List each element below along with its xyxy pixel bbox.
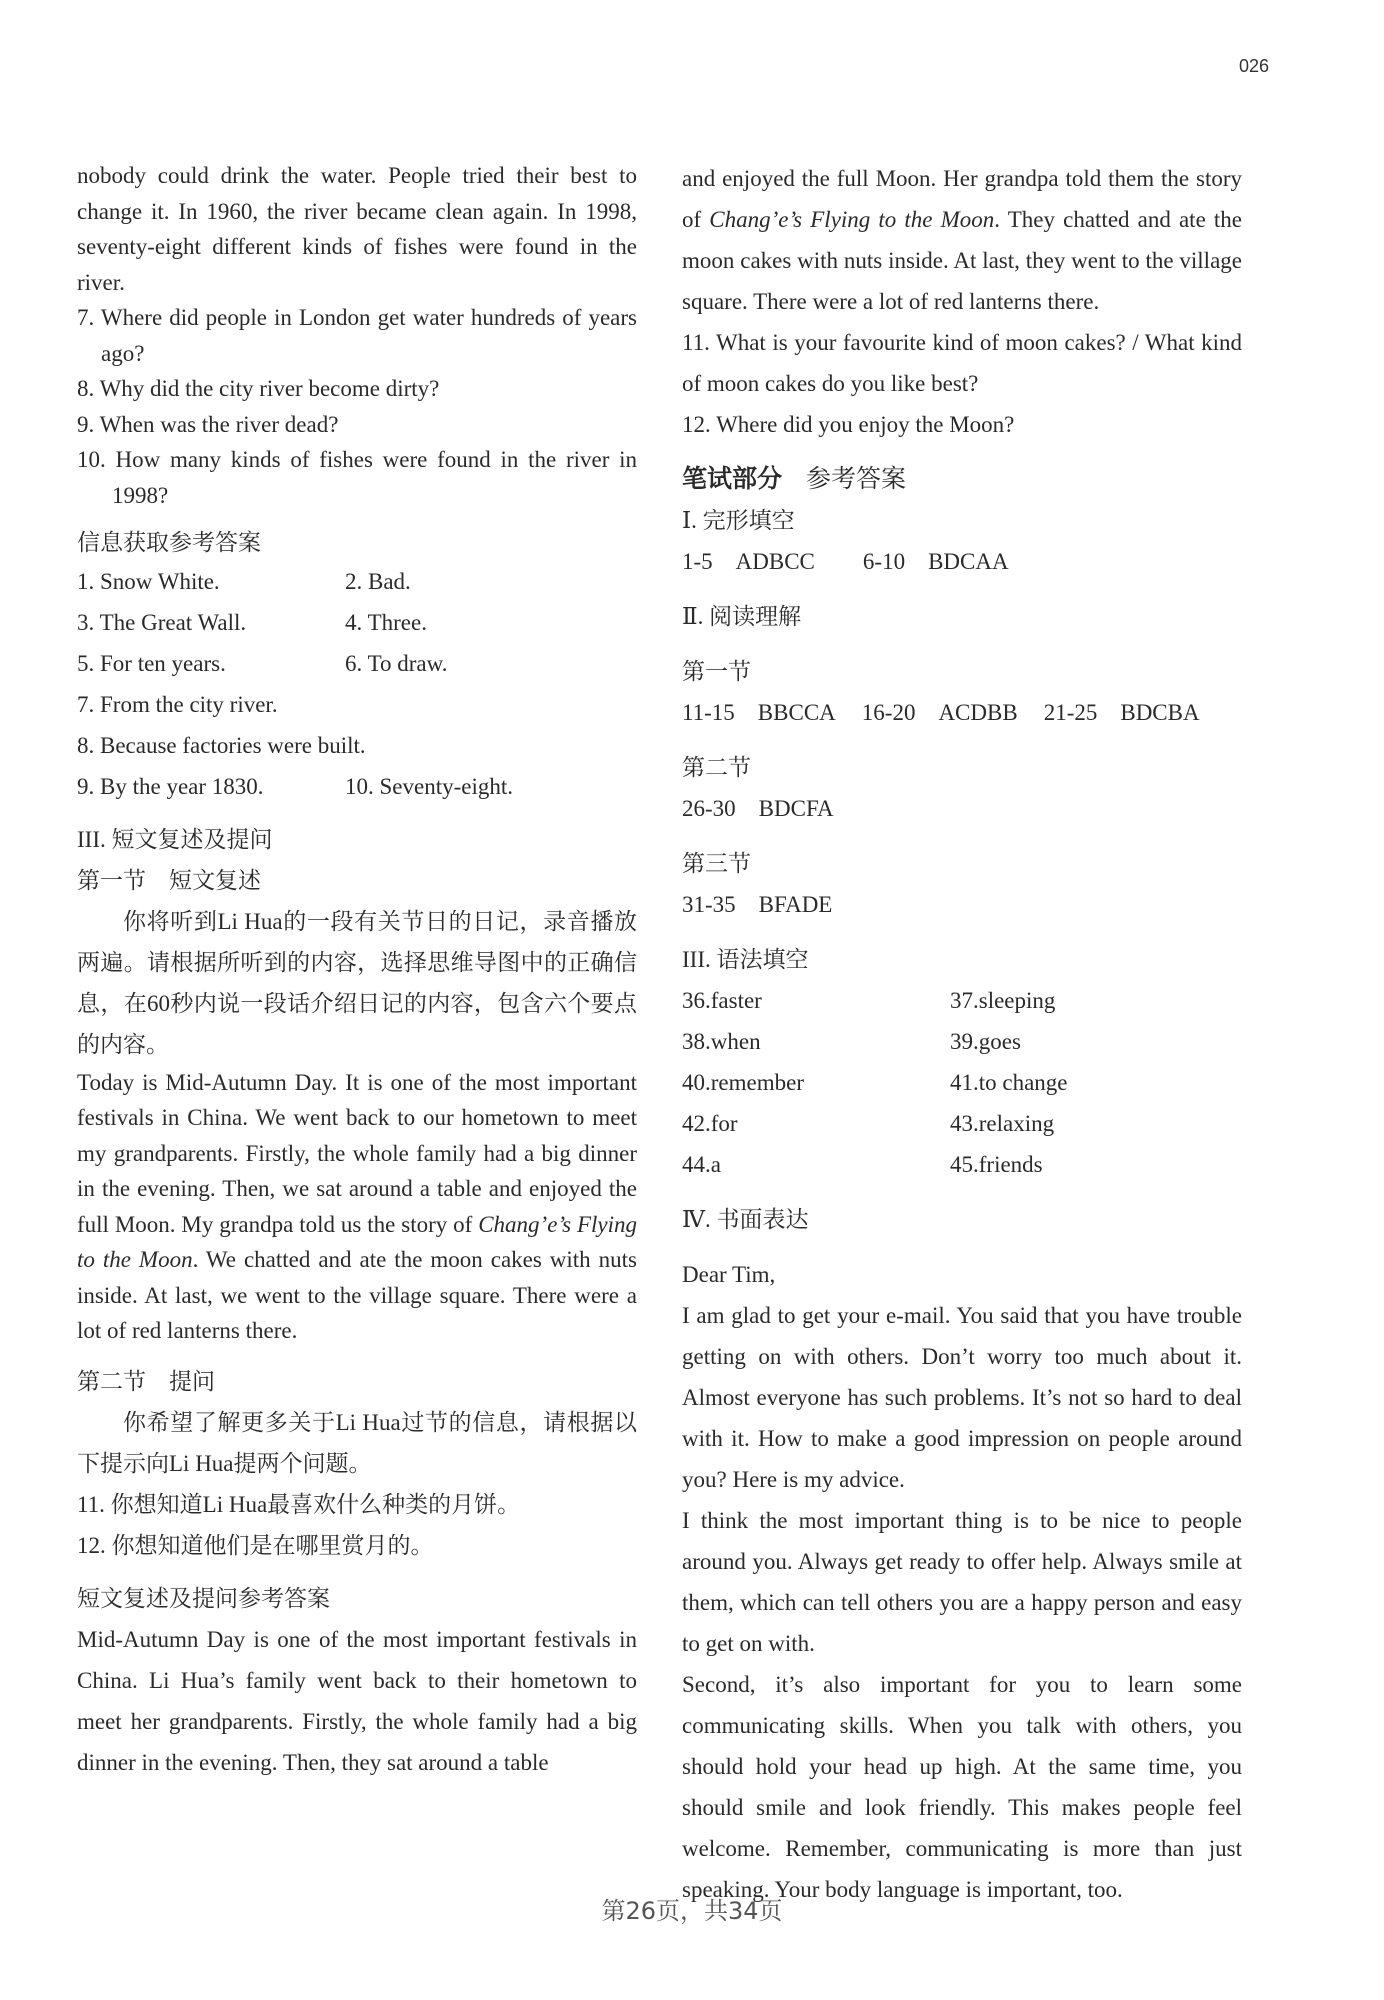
info-answer-7: 7. From the city river. — [77, 691, 278, 717]
diary-story-title: Chang’e’s Flying to the Moon — [77, 1211, 637, 1272]
info-answer-3: 3. The Great Wall. — [77, 609, 247, 635]
diary-paragraph — [77, 1065, 637, 1349]
continuation-paragraph — [682, 158, 1242, 322]
grammar-39: 39.goes — [950, 1029, 1021, 1054]
cont-text-a: and enjoyed the full Moon. Her grandpa told them the story of — [682, 166, 1242, 232]
answers-21-25: 21-25 BDCBA — [1043, 700, 1200, 725]
info-answer-9: 9. By the year 1830. — [77, 773, 264, 799]
cloze-1-5: 1-5 ADBCC — [682, 549, 815, 574]
answers-16-20: 16-20 ACDBB — [861, 700, 1018, 725]
diary-text-b: . We chatted and ate the moon cakes with nuts inside. At last, we went to the village square. There were a lot of red lanterns there. — [77, 1247, 637, 1343]
reading-title: Ⅱ. 阅读理解 — [682, 604, 802, 629]
diary-text-a: Today is Mid-Autumn Day. It is one of the most important festivals in China. We went back to our hometown to meet my grandparents. Firstly, the whole family had a big dinner in the evening. Then, we sat around a table and enjoyed the full Moon. My grandpa told us the story of — [77, 1069, 637, 1237]
letter-paragraph-3: Second, it’s also important for you to learn some communicating skills. When you talk with others, you should hold your head up high. At the same time, you should smile and look friendly. This makes people feel welcome. Remember, communicating is more than just speaking. Your body language is important, too. — [682, 1672, 1242, 1902]
question-7: 7. Where did people in London get water hundreds of years ago? — [77, 305, 637, 366]
info-answer-2: 2. Bad. — [345, 568, 411, 594]
info-answer-1: 1. Snow White. — [77, 568, 220, 594]
reading-section-1: 第一节 — [682, 659, 751, 684]
page-number: 026 — [1238, 56, 1269, 76]
part-1-title: 第一节 短文复述 — [77, 867, 261, 893]
page-footer: 第26页，共34页 — [601, 1897, 783, 1925]
cont-text-b: . They chatted and ate the moon cakes with nuts inside. At last, they went to the village square. There were a lot of red lanterns there. — [682, 207, 1242, 314]
cloze-answers — [682, 541, 1242, 582]
info-answers-9-10 — [77, 766, 637, 807]
intro-paragraph: nobody could drink the water. People tried their best to change it. In 1960, the river became clean again. In 1998, seventy-eight different kinds of fishes were found in the river. — [77, 163, 637, 295]
reference-paragraph: Mid-Autumn Day is one of the most important festivals in China. Li Hua’s family went back to their hometown to meet her grandparents. Firstly, the whole family had a big dinner in the evening. Then, they sat around a table — [77, 1626, 637, 1775]
grammar-41: 41.to change — [950, 1070, 1068, 1095]
cloze-title: Ⅰ. 完形填空 — [682, 508, 795, 533]
question-10: 10. How many kinds of fishes were found in the river in 1998? — [77, 447, 637, 508]
reading-section-1-answers — [682, 692, 1242, 733]
info-answer-6: 6. To draw. — [345, 650, 448, 676]
writing-title: Ⅳ. 书面表达 — [682, 1207, 809, 1232]
info-answer-8: 8. Because factories were built. — [77, 732, 366, 758]
grammar-45: 45.friends — [950, 1152, 1043, 1177]
question-9: 9. When was the river dead? — [77, 411, 339, 437]
grammar-40: 40.remember — [682, 1070, 804, 1095]
grammar-answers — [682, 980, 1242, 1185]
info-answers-grid — [77, 561, 637, 684]
grammar-38: 38.when — [682, 1029, 761, 1054]
answers-11-15: 11-15 BBCCA — [682, 700, 836, 725]
grammar-37: 37.sleeping — [950, 988, 1056, 1013]
cloze-6-10: 6-10 BDCAA — [862, 549, 1009, 574]
prompt-11: 11. 你想知道Li Hua最喜欢什么种类的月饼。 — [77, 1491, 521, 1517]
reading-section-3: 第三节 — [682, 851, 751, 876]
answers-26-30: 26-30 BDCFA — [682, 796, 834, 821]
cont-story-title: Chang’e’s Flying to the Moon — [709, 207, 995, 232]
ref-question-11: 11. What is your favourite kind of moon cakes? / What kind of moon cakes do you like best? — [682, 330, 1242, 396]
grammar-title: III. 语法填空 — [682, 947, 809, 972]
prompt-12: 12. 你想知道他们是在哪里赏月的。 — [77, 1532, 434, 1558]
right-column — [682, 158, 1242, 1910]
written-title-sub: 参考答案 — [806, 466, 907, 493]
part-1-instruction: 你将听到Li Hua的一段有关节日的日记，录音播放两遍。请根据所听到的内容，选择思维导图中的正确信息，在60秒内说一段话介绍日记的内容，包含六个要点的内容。 — [77, 908, 637, 1057]
grammar-44: 44.a — [682, 1152, 721, 1177]
grammar-36: 36.faster — [682, 988, 762, 1013]
part-2-instruction: 你希望了解更多关于Li Hua过节的信息，请根据以下提示向Li Hua提两个问题。 — [77, 1409, 637, 1476]
letter-paragraph-1: I am glad to get your e-mail. You said that you have trouble getting on with others. Don’t worry too much about it. Almost everyone has such problems. It’s not so hard to deal with it. How to make a good impression on people around you? Here is my advice. — [682, 1303, 1242, 1492]
info-answer-10: 10. Seventy-eight. — [345, 773, 513, 799]
question-8: 8. Why did the city river become dirty? — [77, 376, 440, 401]
answers-31-35: 31-35 BFADE — [682, 892, 833, 917]
info-answers-title: 信息获取参考答案 — [77, 530, 261, 555]
ref-question-12: 12. Where did you enjoy the Moon? — [682, 412, 1015, 437]
grammar-42: 42.for — [682, 1111, 738, 1136]
reference-title: 短文复述及提问参考答案 — [77, 1585, 330, 1611]
letter-paragraph-2: I think the most important thing is to be nice to people around you. Always get ready to offer help. Always smile at them, which can tell others you are a happy person and easy to get on with. — [682, 1508, 1242, 1656]
left-column — [77, 158, 637, 1783]
letter-greeting: Dear Tim, — [682, 1262, 776, 1287]
section-3-title: III. 短文复述及提问 — [77, 826, 273, 852]
reading-section-2: 第二节 — [682, 755, 751, 780]
info-answer-5: 5. For ten years. — [77, 650, 226, 676]
part-2-title: 第二节 提问 — [77, 1368, 215, 1394]
info-answer-4: 4. Three. — [345, 609, 427, 635]
written-part-title — [682, 459, 1242, 500]
written-title-main: 笔试部分 — [682, 466, 783, 493]
grammar-43: 43.relaxing — [950, 1111, 1055, 1136]
